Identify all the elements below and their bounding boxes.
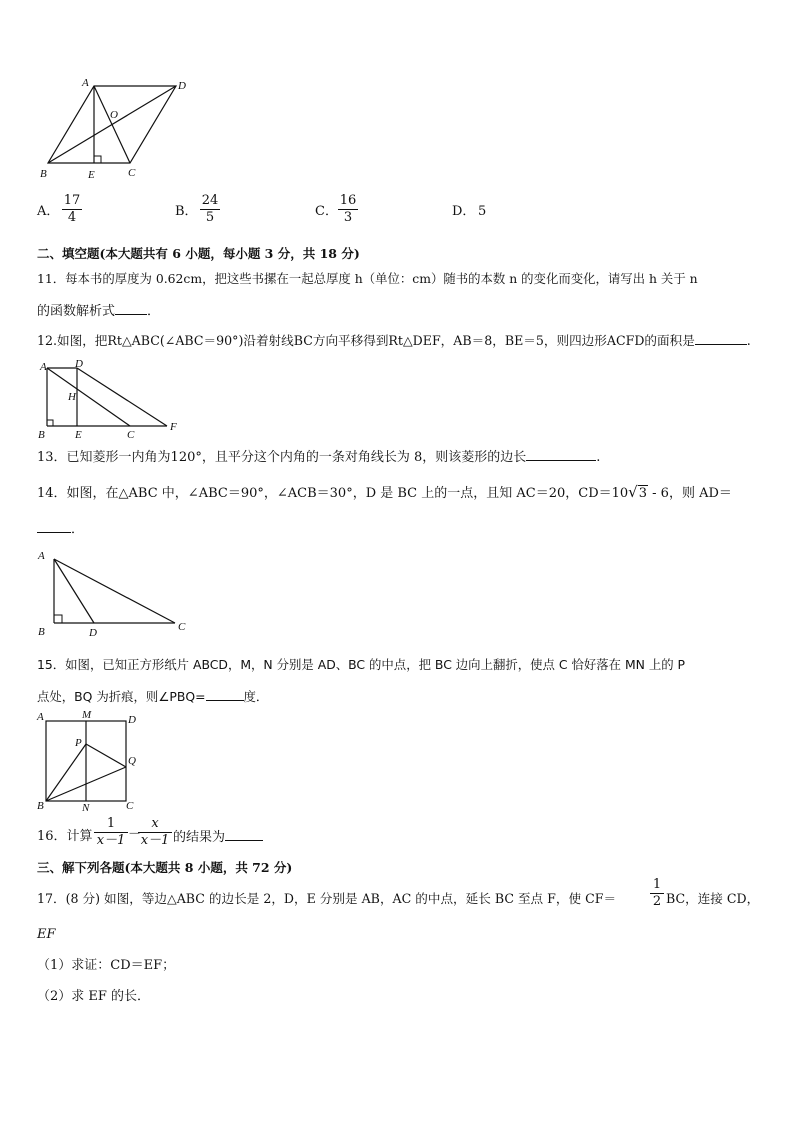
q12-label-b: B <box>38 429 45 441</box>
q14-text-before: 14．如图，在△ABC 中，∠ABC＝90°，∠ACB＝30°，D 是 BC 上的一点，且知 AC＝20，CD＝10 <box>37 486 629 501</box>
q16-fraction-1: 1 x－1 <box>94 817 128 848</box>
q14-text-after: - 6，则 AD＝ <box>648 486 732 501</box>
q14-label-a: A <box>38 550 45 562</box>
option-c-letter: C． <box>315 204 338 219</box>
q16-answer-blank[interactable] <box>225 828 263 841</box>
q10-label-d: D <box>178 80 186 92</box>
q16-suffix: 的结果为 <box>173 828 263 847</box>
q14-label-c: C <box>178 621 186 633</box>
q11-line1: 11．每本书的厚度为 0.62cm，把这些书摞在一起总厚度 h（单位：cm）随书的本数 n 的变化而变化，请写出 h 关于 n <box>37 271 698 286</box>
q10-label-b: B <box>40 168 47 180</box>
q10-figure <box>30 72 200 184</box>
q10-label-a: A <box>82 77 89 89</box>
q15-answer-blank[interactable] <box>206 688 244 701</box>
option-b-letter: B． <box>175 204 198 219</box>
q17-part2: （2）求 EF 的长． <box>37 989 151 1004</box>
option-c-fraction: 16 3 <box>339 193 357 225</box>
q11-line2-text: 的函数解析式 <box>37 304 116 319</box>
q17-line1 <box>37 890 616 908</box>
q15-line2-before: 点处，BQ 为折痕，则∠PBQ= <box>37 689 206 704</box>
q14-sqrt: √3 <box>628 483 648 501</box>
q15-label-n: N <box>82 802 90 814</box>
q14-answer-blank[interactable] <box>37 520 71 533</box>
q15-figure <box>32 710 147 812</box>
q12-question: 12.如图，把Rt△ABC(∠ABC＝90°)沿着射线BC方向平移得到Rt△DEF，AB＝8，BE＝5，则四边形ACFD的面积是 <box>37 333 695 348</box>
section2-heading: 二、填空题(本大题共有 6 小题，每小题 3 分，共 18 分) <box>37 246 360 261</box>
q10-label-e: E <box>88 169 95 181</box>
option-d-value: 5 <box>478 204 487 219</box>
q17-text: 17．(8 分) 如图，等边△ABC 的边长是 2，D，E 分别是 AB，AC 的中点，延长 BC 至点 F，使 CF＝ <box>37 891 617 906</box>
option-a-letter: A． <box>37 204 60 219</box>
q15-label-m: M <box>82 709 92 721</box>
q17-line2: EF <box>37 927 56 942</box>
q12-label-c: C <box>127 429 135 441</box>
q14-figure <box>32 545 197 640</box>
option-a-fraction: 17 4 <box>63 193 81 225</box>
q10-label-o: O <box>110 109 118 121</box>
section3-heading: 三、解下列各题(本大题共 8 小题，共 72 分) <box>37 860 293 875</box>
q15-label-c: C <box>126 800 134 812</box>
q15-line1: 15．如图，已知正方形纸片 ABCD，M，N 分别是 AD、BC 的中点，把 BC 边向上翻折，使点 C 恰好落在 MN 上的 P <box>37 657 686 672</box>
q15-label-q: Q <box>128 755 136 767</box>
q12-label-f: F <box>170 421 177 433</box>
q15-label-b: B <box>37 800 44 812</box>
q14-label-d: D <box>89 627 97 639</box>
q14-label-b: B <box>38 626 45 638</box>
q13-question: 13．已知菱形一内角为120°，且平分这个内角的一条对角线长为 8，则该菱形的边长 <box>37 450 527 465</box>
q12-label-a: A <box>40 361 47 373</box>
q11-answer-blank[interactable] <box>115 302 147 315</box>
q17-text-after: BC，连接 CD， <box>666 891 760 906</box>
q15-line2-after: 度． <box>243 689 269 704</box>
q10-label-c: C <box>128 167 136 179</box>
q15-line2 <box>37 688 268 706</box>
q17-fraction: 1 2 <box>650 878 664 909</box>
q12-answer-blank[interactable] <box>695 332 747 345</box>
q12-label-e: E <box>75 429 82 441</box>
option-b-fraction: 24 5 <box>201 193 219 225</box>
q16-minus: － <box>128 827 142 842</box>
q15-label-p: P <box>75 737 82 749</box>
q14-line2: ． <box>37 520 84 539</box>
q14-line1 <box>37 483 732 503</box>
q12-label-d: D <box>75 358 83 370</box>
q12-text: 12.如图，把Rt△ABC(∠ABC＝90°)沿着射线BC方向平移得到Rt△DEF，AB＝8，BE＝5，则四边形ACFD的面积是 . <box>37 333 751 348</box>
q16-prefix: 16．计算 <box>37 829 93 844</box>
q13-text: 13．已知菱形一内角为120°，且平分这个内角的一条对角线长为 8，则该菱形的边长 . <box>37 450 601 465</box>
q14-radicand: 3 <box>638 486 648 501</box>
option-d-letter: D． <box>452 204 476 219</box>
q13-answer-blank[interactable] <box>526 448 596 461</box>
q12-figure <box>32 358 187 442</box>
q17-part1: （1）求证：CD＝EF； <box>37 958 176 973</box>
q12-label-h: H <box>68 391 76 403</box>
q15-label-a: A <box>37 711 44 723</box>
q11-line2: 的函数解析式 ． <box>37 304 161 319</box>
q16-fraction-2: x x－1 <box>138 817 172 848</box>
q15-label-d: D <box>128 714 136 726</box>
